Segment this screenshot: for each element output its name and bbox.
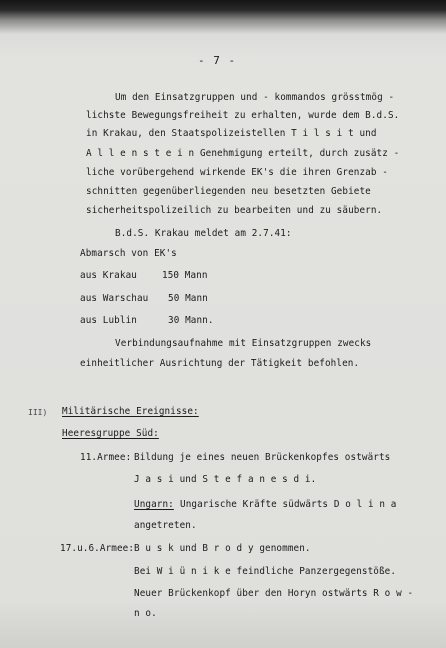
departure-header: Abmarsch von EK's — [80, 248, 177, 259]
army-label: 17.u.6.Armee: — [60, 543, 135, 554]
departure-count: 30 Mann. — [168, 315, 214, 326]
text-line: Bildung je eines neuen Brückenkopfes ostwärts — [134, 452, 391, 463]
text-line: Bei W i ü n i k e feindliche Panzergegenstöße. — [134, 566, 397, 577]
text-line: Um den Einsatzgruppen und - kommandos grösstmög - — [115, 92, 395, 103]
text-line: J a s i und S t e f a n e s d i. — [134, 474, 317, 485]
hungary-label: Ungarn: — [134, 499, 174, 510]
army-label: 11.Armee: — [80, 452, 132, 463]
text-line: Verbindungsaufnahme mit Einsatzgruppen zwecks — [115, 338, 372, 349]
departure-count: 50 Mann — [168, 293, 208, 304]
departure-place: aus Lublin — [80, 315, 137, 326]
section-marker: III) — [28, 408, 48, 417]
departure-place: aus Krakau — [80, 270, 137, 281]
text-line: einheitlicher Ausrichtung der Tätigkeit befohlen. — [80, 358, 360, 369]
text-line: n o. — [134, 608, 157, 619]
section-title: Militärische Ereignisse: — [62, 406, 199, 417]
text-line: lichste Bewegungsfreiheit zu erhalten, wurde dem B.d.S. — [86, 110, 400, 121]
text-line: schnitten gegenüberliegenden neu besetzten Gebiete — [86, 186, 371, 197]
page-number: - 7 - — [198, 54, 237, 67]
text-line: liche vorübergehend wirkende EK's die ihren Grenzab - — [86, 167, 388, 178]
text-line: Neuer Brückenkopf über den Horyn ostwärts R o w - — [134, 588, 414, 599]
text-line: Ungarische Kräfte südwärts D o l i n a — [180, 499, 397, 510]
bds-report-line: B.d.S. Krakau meldet am 2.7.41: — [115, 228, 292, 239]
departure-place: aus Warschau — [80, 293, 149, 304]
departure-count: 150 Mann — [162, 270, 208, 281]
army-group-heading: Heeresgruppe Süd: — [62, 428, 159, 439]
text-line: B u s k und B r o d y genommen. — [134, 543, 311, 554]
text-line: A l l e n s t e i n Genehmigung erteilt, durch zusätz - — [86, 148, 400, 159]
text-line: angetreten. — [134, 520, 197, 531]
text-line: sicherheitspolizeilich zu bearbeiten und zu säubern. — [86, 205, 383, 216]
text-line: in Krakau, den Staatspolizeistellen T i l s i t und — [86, 128, 377, 139]
